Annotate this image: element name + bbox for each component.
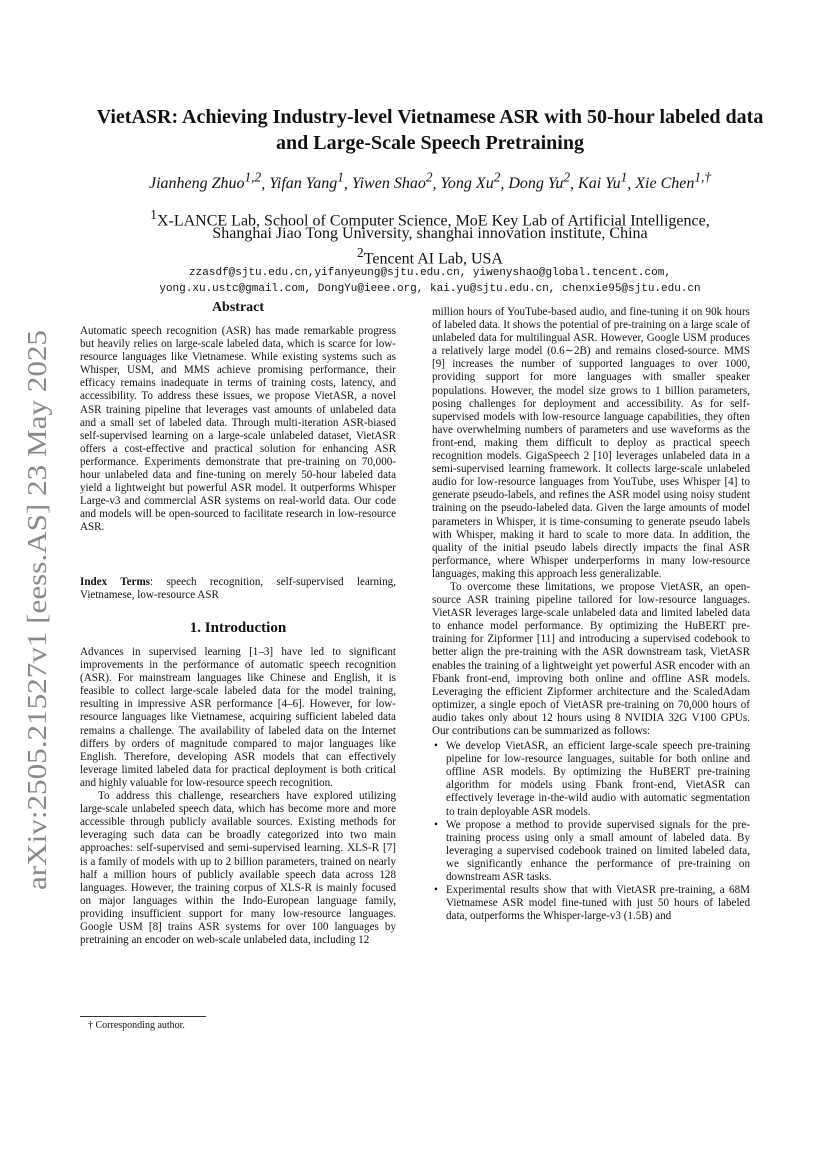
intro-heading: 1. Introduction: [189, 620, 287, 636]
paper-title-line1: VietASR: Achieving Industry-level Vietnamese ASR with 50-hour labeled data: [96, 106, 764, 128]
email-line-2: yong.xu.ustc@gmail.com, DongYu@ieee.org, kai.yu@sjtu.edu.cn, chenxie95@sjtu.edu.cn: [159, 283, 701, 295]
author-yang: Yifan Yang$^1$: [269, 170, 344, 193]
email-line-1: zzasdf@sjtu.edu.cn,yifanyeung@sjtu.edu.cn, yiwenyshao@global.tencent.com,: [189, 267, 671, 279]
abstract-text: [80, 325, 396, 535]
contribution-item: [434, 818, 750, 884]
paper-title-line2: and Large-Scale Speech Pretraining: [276, 132, 584, 154]
intro-paragraph-1: Advances in supervised learning [1–3] have led to significant improvements in the performance of automatic speech recognition (ASR). For mainstream languages like Chinese and English, it is feasible to collect large-scale labeled data for the model training, resulting in impressive ASR performance [4–6]. However, for low-resource languages like Vietnamese, acquiring sufficient labeled data remains a challenge. The availability of labeled data on the Internet differs by orders of magnitude compared to major languages like English. Therefore, developing ASR models that can effectively leverage limited labeled data for practical deployment is both critical and highly valuable for low-resource speech recognition.: [80, 646, 396, 789]
right-paragraph-1: million hours of YouTube-based audio, and fine-tuning it on 90k hours of labeled data. It shows the potential of pre-training on a large scale of unlabeled data for multilingual ASR. However, Google USM produces a relatively large model (0.6∼2B) and remains closed-source. MMS [9] increases the number of supported languages to over 1000, providing support for more languages with smaller speaker populations. However, the model size grows to 1 billion parameters, posing challenges for deployment and accessibility. As for self-supervised models with low-resource language capabilities, they often have overwhelming numbers of parameters and use waveforms as the front-end, making them difficult to deploy as practical speech recognition models. GigaSpeech 2 [10] leverages unlabeled data in a semi-supervised learning framework. It collects large-scale unlabeled audio for low-resource languages from YouTube, uses Whisper [4] to generate pseudo-labels, and refines the ASR model using noisy student training on the pseudo-labeled data. Given the large amounts of model parameters in Whisper, it is time-consuming to generate pseudo labels with Whisper, making it hard to scale to more data. In addition, the quality of the initial pseudo labels directly impacts the final ASR performance, where Whisper underperforms in many low-resource languages, making this approach less generalizable.: [432, 306, 750, 580]
index-terms-text: : speech recognition, self-supervised learning, Vietnamese, low-resource ASR: [80, 576, 396, 602]
intro-text: [80, 646, 396, 947]
author-dyu: Dong Yu$^2$: [508, 170, 571, 193]
index-terms-label: Index Terms: [80, 576, 150, 588]
author-xu: Yong Xu$^2$: [440, 170, 501, 193]
author-chen: Xie Chen$^{1,\dagger}$: [635, 170, 712, 193]
footnote-rule: [80, 1016, 206, 1017]
footnote: † Corresponding author.: [88, 1020, 185, 1031]
arxiv-stamp-text: arXiv:2505.21527v1 [eess.AS] 23 May 2025: [22, 404, 52, 890]
contribution-text: Experimental results show that with VietASR pre-training, a 68M Vietnamese ASR model fine-tuned with just 50 hours of labeled data, outperforms the Whisper-large-v3 (1.5B) and: [446, 884, 750, 923]
affiliation-1: $^1$X-LANCE Lab, School of Computer Science, MoE Key Lab of Artificial Intelligence,: [150, 207, 710, 230]
author-list: Jianheng Zhuo$^{1,2}$, Yifan Yang$^1$, Yiwen Shao$^2$, Yong Xu$^2$, Dong Yu$^2$, Kai Yu$^1$, Xie Chen$^{1,\dagger}$: [148, 170, 712, 193]
author-shao: Yiwen Shao$^2$: [351, 170, 433, 193]
bullet-glyph: •: [434, 740, 438, 753]
affiliation-1-cont: Shanghai Jiao Tong University, shanghai innovation institute, China: [212, 225, 648, 242]
contribution-text: We propose a method to provide supervised signals for the pre-training process using only a small amount of labeled data. By leveraging a supervised codebook trained on limited labeled data, we significantly enhance the performance of pre-training on downstream ASR tasks.: [446, 818, 750, 884]
author-kyu: Kai Yu$^1$: [578, 170, 628, 193]
contribution-item: [434, 884, 750, 923]
intro-paragraph-2: To address this challenge, researchers have explored utilizing large-scale unlabeled speech data, which has become more and more accessible through publicly available sources. Existing methods for leveraging such data can be broadly categorized into two main approaches: self-supervised and semi-supervised learning. XLS-R [7] is a family of models with up to 2 billion parameters, trained on nearly half a million hours of publicly available speech data across 128 languages. However, the training corpus of XLS-R is mainly focused on major languages within the Indo-European language family, providing insufficient support for many low-resource languages. Google USM [8] trains ASR systems for over 100 languages by pretraining an encoder on web-scale unlabeled data, including 12: [80, 790, 396, 947]
bullet-glyph: •: [434, 818, 438, 831]
abstract-heading: Abstract: [211, 300, 265, 315]
contribution-text: We develop VietASR, an efficient large-scale speech pre-training pipeline for low-resource languages, suitable for both online and offline ASR models. By optimizing the HuBERT pre-training algorithm for models using Fbank front-end, VietASR can effectively leverage in-the-wild audio with automatic segmentation to train deployable ASR models.: [446, 740, 750, 818]
arxiv-stamp: [6, 330, 58, 890]
abstract-paragraph: Automatic speech recognition (ASR) has made remarkable progress but heavily relies on large-scale labeled data, which is scarce for low-resource languages like Vietnamese. While existing systems such as Whisper, USM, and MMS achieve promising performance, their efficacy remains inadequate in terms of training costs, latency, and accessibility. To address these issues, we propose VietASR, a novel ASR training pipeline that leverages vast amounts of unlabeled data and a small set of labeled data. Through multi-iteration ASR-biased self-supervised learning on a large-scale unlabeled dataset, VietASR offers a cost-effective and practical solution for enhancing ASR performance. Experiments demonstrate that pre-training on 70,000-hour unlabeled data and fine-tuning on merely 50-hour labeled data yield a lightweight but powerful ASR model. It outperforms Whisper Large-v3 and commercial ASR systems on real-world data. Our code and models will be open-sourced to facilitate research in low-resource ASR.: [80, 325, 396, 534]
contribution-item: [434, 740, 750, 819]
right-paragraph-2: To overcome these limitations, we propose VietASR, an open-source ASR training pipeline tailored for low-resource languages. VietASR leverages large-scale unlabeled data and limited labeled data to enhance model performance. By optimizing the HuBERT pre-training for Zipformer [11] and introducing a supervised codebook to better align the pre-training with the ASR downstream task, VietASR enables the training of a lightweight yet powerful ASR encoder with an Fbank front-end, improving both online and offline ASR models. Leveraging the efficient Zipformer architecture and the ScaledAdam optimizer, a single epoch of VietASR pre-training on 70,000 hours of audio takes only about 12 hours using 8 NVIDIA 32G V100 GPUs. Our contributions can be summarized as follows:: [432, 580, 750, 737]
bullet-glyph: •: [434, 884, 438, 897]
right-column: [432, 306, 750, 923]
contribution-list: [432, 740, 750, 923]
index-terms: [80, 576, 396, 602]
affiliation-2: $^2$Tencent AI Lab, USA: [357, 245, 503, 268]
author-zhuo: Jianheng Zhuo$^{1,2}$: [148, 170, 262, 193]
